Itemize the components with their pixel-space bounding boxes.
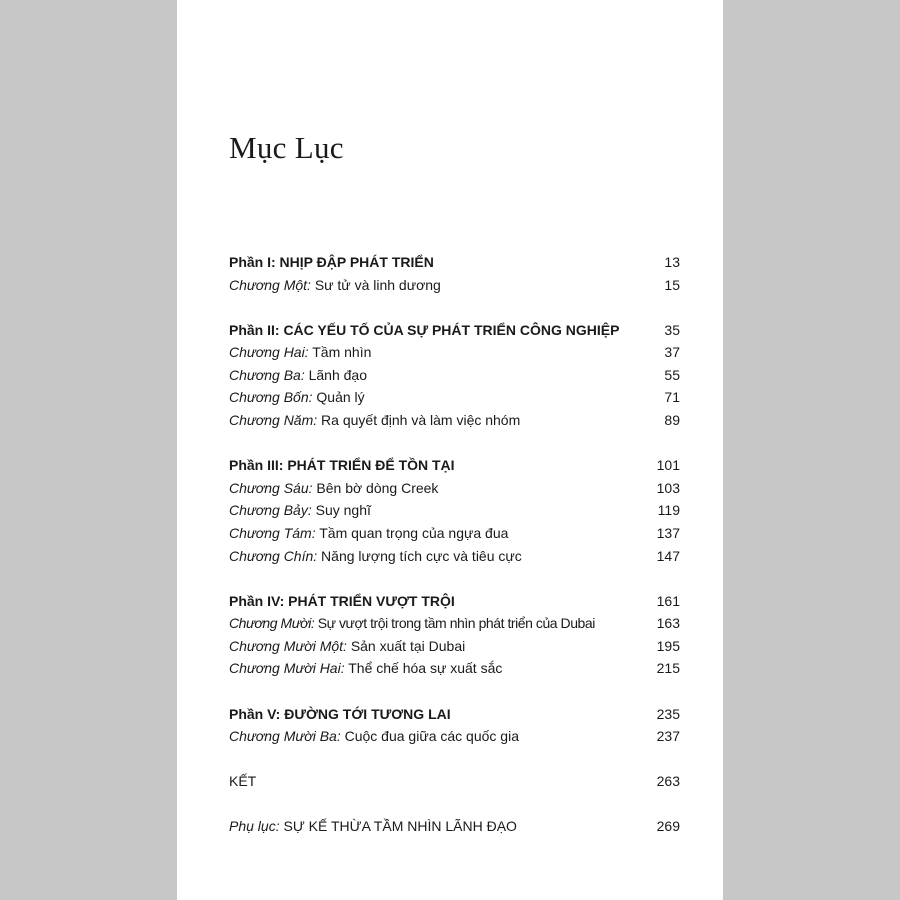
- part-label: Phần II: CÁC YẾU TỐ CỦA SỰ PHÁT TRIỂN CÔNG NGHIỆP: [229, 321, 620, 338]
- chapter-title: Sư tử và linh dương: [314, 276, 441, 293]
- chapter-title: Năng lượng tích cực và tiêu cực: [321, 547, 522, 564]
- chapter-title: Sản xuất tại Dubai: [350, 637, 466, 654]
- chapter-title: Sự vượt trội trong tầm nhìn phát triển của Dubai: [317, 615, 595, 632]
- toc-chapter-1: [229, 277, 680, 300]
- page-number: 103: [656, 479, 680, 496]
- chapter-prefix: Chương Bảy:: [229, 502, 312, 519]
- toc-part-2: [229, 322, 680, 345]
- toc-chapter-7: [229, 502, 680, 525]
- chapter-title: Ra quyết định và làm việc nhóm: [321, 412, 521, 429]
- chapter-title: Bên bờ dòng Creek: [316, 479, 439, 496]
- page-number: 237: [656, 728, 680, 745]
- page-number: 263: [656, 773, 680, 790]
- page-title: Mục Lục: [229, 130, 344, 165]
- chapter-title: Quản lý: [316, 389, 365, 406]
- chapter-prefix: Chương Một:: [229, 276, 311, 293]
- page-number: 195: [656, 637, 680, 654]
- page-number: 71: [664, 389, 680, 406]
- toc-chapter-5: [229, 412, 680, 435]
- chapter-prefix: Chương Ba:: [229, 366, 305, 383]
- chapter-prefix: Chương Mười Ba:: [229, 728, 341, 745]
- toc-part-3: [229, 457, 680, 480]
- appendix-title: SỰ KẾ THỪA TẦM NHÌN LÃNH ĐẠO: [283, 818, 517, 835]
- page-number: 119: [657, 502, 680, 519]
- page-number: 89: [664, 412, 680, 429]
- page-number: 161: [656, 592, 680, 609]
- toc-chapter-4: [229, 389, 680, 412]
- page-number: 101: [656, 457, 680, 474]
- page-number: 35: [664, 321, 680, 338]
- toc-part-4: [229, 593, 680, 616]
- page-number: 137: [656, 524, 680, 541]
- page-number: 13: [664, 254, 680, 270]
- page-number: 37: [664, 344, 680, 361]
- page-number: 55: [664, 366, 680, 383]
- toc-chapter-12: [229, 660, 680, 683]
- table-of-contents: [229, 254, 680, 841]
- toc-chapter-13: [229, 728, 680, 751]
- chapter-title: Thể chế hóa sự xuất sắc: [348, 660, 503, 677]
- toc-appendix: [229, 818, 680, 841]
- chapter-title: Tầm nhìn: [312, 344, 372, 361]
- page-number: 269: [656, 818, 680, 835]
- toc-conclusion: [229, 773, 680, 796]
- page-number: 215: [656, 660, 680, 677]
- appendix-prefix: Phụ lục:: [229, 818, 280, 835]
- toc-chapter-6: [229, 480, 680, 503]
- book-page: [177, 0, 723, 900]
- toc-chapter-10: [229, 615, 680, 638]
- toc-chapter-3: [229, 367, 680, 390]
- page-number: 235: [656, 705, 680, 722]
- toc-chapter-2: [229, 344, 680, 367]
- chapter-prefix: Chương Bốn:: [229, 389, 313, 406]
- toc-chapter-11: [229, 638, 680, 661]
- chapter-title: Suy nghĩ: [315, 502, 371, 519]
- chapter-title: Tầm quan trọng của ngựa đua: [319, 524, 509, 541]
- conclusion-label: KẾT: [229, 773, 257, 790]
- part-label: Phần I: NHỊP ĐẬP PHÁT TRIỂN: [229, 254, 434, 270]
- chapter-prefix: Chương Tám:: [229, 524, 316, 541]
- toc-chapter-9: [229, 548, 680, 571]
- chapter-prefix: Chương Hai:: [229, 344, 309, 361]
- part-label: Phần III: PHÁT TRIỂN ĐỂ TỒN TẠI: [229, 457, 455, 474]
- chapter-prefix: Chương Mười Một:: [229, 637, 347, 654]
- part-label: Phần V: ĐƯỜNG TỚI TƯƠNG LAI: [229, 705, 451, 722]
- chapter-prefix: Chương Năm:: [229, 412, 318, 429]
- toc-chapter-8: [229, 525, 680, 548]
- chapter-prefix: Chương Mười Hai:: [229, 660, 345, 677]
- part-label: Phần IV: PHÁT TRIỂN VƯỢT TRỘI: [229, 592, 455, 609]
- chapter-title: Lãnh đạo: [308, 366, 368, 383]
- chapter-prefix: Chương Chín:: [229, 547, 318, 564]
- chapter-prefix: Chương Mười:: [229, 615, 315, 632]
- chapter-title: Cuộc đua giữa các quốc gia: [344, 728, 519, 745]
- page-number: 15: [664, 276, 680, 293]
- page-number: 163: [656, 615, 680, 632]
- chapter-prefix: Chương Sáu:: [229, 479, 313, 496]
- page-number: 147: [656, 547, 680, 564]
- toc-part-1: [229, 254, 680, 277]
- toc-part-5: [229, 706, 680, 729]
